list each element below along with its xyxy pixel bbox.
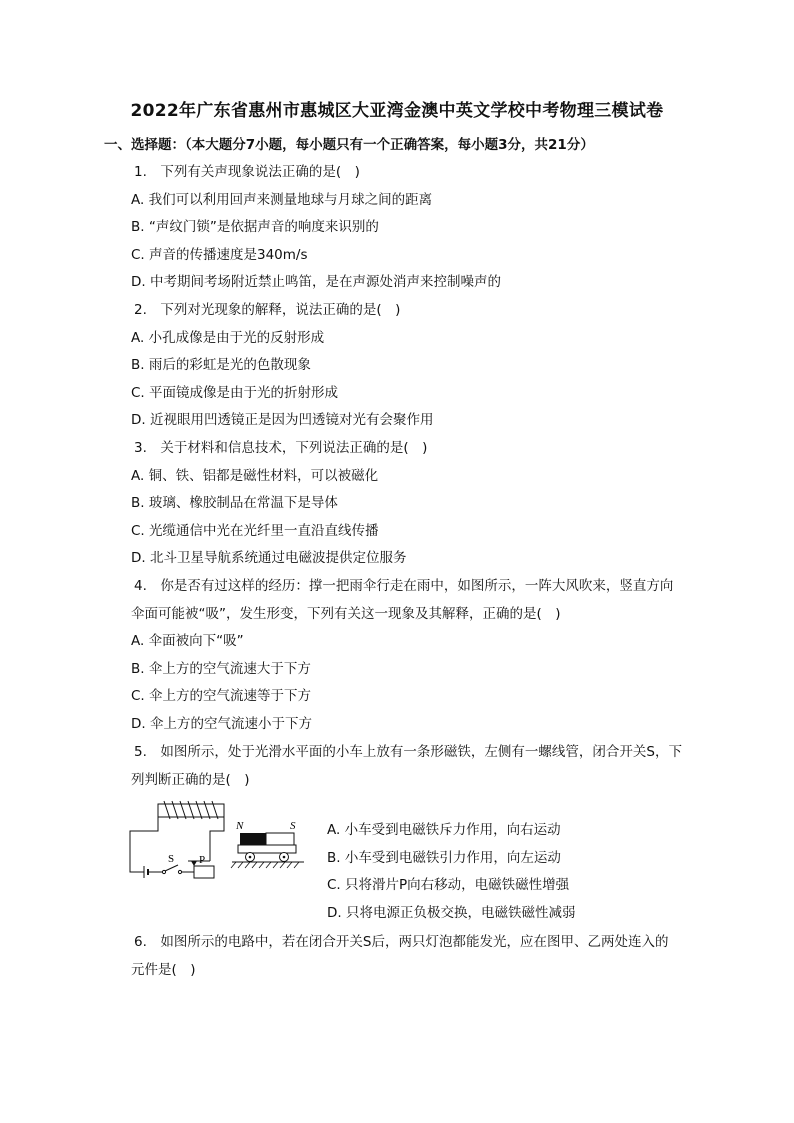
q2-option-c: C. 平面镜成像是由于光的折射形成 xyxy=(131,385,339,401)
circuit-wire-right xyxy=(210,817,224,861)
magnet-north-label: N xyxy=(236,820,244,832)
switch-label: S xyxy=(168,853,175,865)
solenoid-circuit-figure xyxy=(124,795,314,885)
q4-option-a: A. 伞面被向下“吸” xyxy=(131,633,244,649)
magnet-south-label: S xyxy=(290,820,296,832)
q5-option-b: B. 小车受到电磁铁引力作用，向左运动 xyxy=(327,850,561,866)
q1-option-a: A. 我们可以利用回声来测量地球与月球之间的距离 xyxy=(131,192,433,208)
q3-option-b: B. 玻璃、橡胶制品在常温下是导体 xyxy=(131,495,338,511)
page-title: 2022年广东省惠州市惠城区大亚湾金澳中英文学校中考物理三模试卷 xyxy=(130,101,664,121)
ground-hatch xyxy=(231,862,299,868)
q4-option-c: C. 伞上方的空气流速等于下方 xyxy=(131,688,312,704)
q2-option-a: A. 小孔成像是由于光的反射形成 xyxy=(131,330,325,346)
q4-option-b: B. 伞上方的空气流速大于下方 xyxy=(131,661,311,677)
q5-option-a: A. 小车受到电磁铁斥力作用，向右运动 xyxy=(327,822,561,838)
q5-option-d: D. 只将电源正负极交换，电磁铁磁性减弱 xyxy=(327,905,576,921)
q3-option-c: C. 光缆通信中光在光纤里一直沿直线传播 xyxy=(131,523,379,539)
switch-lever xyxy=(165,865,178,871)
q4-option-d: D. 伞上方的空气流速小于下方 xyxy=(131,716,312,732)
q5-stem-line2: 列判断正确的是( ) xyxy=(131,772,250,788)
q5-stem-line1: 5. 如图所示，处于光滑水平面的小车上放有一条形磁铁，左侧有一螺线管，闭合开关S，下 xyxy=(134,744,682,760)
q5-option-c: C. 只将滑片P向右移动，电磁铁磁性增强 xyxy=(327,877,570,893)
q3-option-a: A. 铜、铁、铝都是磁性材料，可以被磁化 xyxy=(131,468,379,484)
q4-stem-line1: 4. 你是否有过这样的经历：撑一把雨伞行走在雨中，如图所示，一阵大风吹来，竖直方向 xyxy=(134,578,674,594)
q6-stem-line2: 元件是( ) xyxy=(131,962,196,978)
q4-stem-line2: 伞面可能被“吸”，发生形变，下列有关这一现象及其解释，正确的是( ) xyxy=(131,606,561,622)
rheostat xyxy=(194,866,214,878)
q1-stem: 1. 下列有关声现象说法正确的是( ) xyxy=(134,164,360,180)
magnet-south-pole xyxy=(266,833,294,845)
q1-option-d: D. 中考期间考场附近禁止鸣笛，是在声源处消声来控制噪声的 xyxy=(131,274,501,290)
q1-option-c: C. 声音的传播速度是340m/s xyxy=(131,247,308,263)
slider-arrow xyxy=(191,861,197,866)
q2-stem: 2. 下列对光现象的解释，说法正确的是( ) xyxy=(134,302,401,318)
q6-stem-line1: 6. 如图所示的电路中，若在闭合开关S后，两只灯泡都能发光，应在图甲、乙两处连入的 xyxy=(134,934,669,950)
section-heading: 一、选择题：（本大题分7小题，每小题只有一个正确答案，每小题3分，共21分） xyxy=(104,137,594,153)
cart-body xyxy=(238,845,296,853)
magnet-north-pole xyxy=(240,833,266,845)
q2-option-d: D. 近视眼用凹透镜正是因为凹透镜对光有会聚作用 xyxy=(131,412,434,428)
q3-stem: 3. 关于材料和信息技术，下列说法正确的是( ) xyxy=(134,440,428,456)
slider-label: P xyxy=(199,854,206,866)
q1-option-b: B. “声纹门锁”是依据声音的响度来识别的 xyxy=(131,219,379,235)
circuit-wire-left xyxy=(130,817,158,872)
q2-option-b: B. 雨后的彩虹是光的色散现象 xyxy=(131,357,311,373)
q3-option-d: D. 北斗卫星导航系统通过电磁波提供定位服务 xyxy=(131,550,407,566)
